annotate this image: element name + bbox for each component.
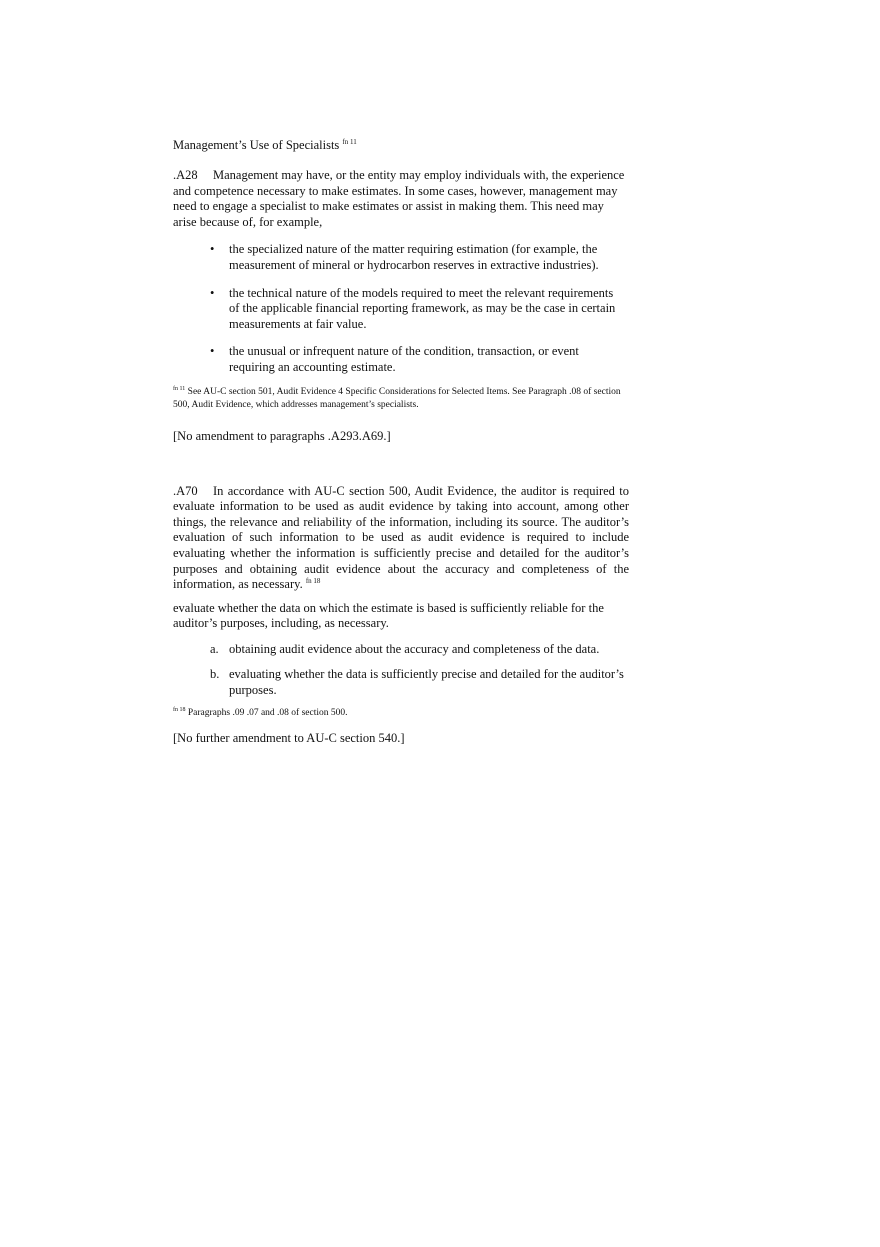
- list-item: [173, 344, 629, 375]
- paragraph-text: Management may have, or the entity may employ individuals with, the experience and competence necessary to make estimates. In some cases, however, management may need to engage a specialist to make estimates or assist in making them. This need may arise because of, for example,: [173, 168, 625, 229]
- bullet-mark: •: [210, 285, 215, 300]
- list-item: [173, 286, 629, 333]
- list-item: [173, 642, 629, 658]
- bullet-list: [173, 242, 629, 375]
- footnote-text: Paragraphs .09 .07 and .08 of section 500.: [187, 707, 348, 718]
- bullet-mark: •: [210, 242, 215, 257]
- amendment-note: [No further amendment to AU-C section 540.]: [173, 730, 405, 745]
- list-item: [173, 242, 629, 273]
- paragraph-a28: [173, 168, 629, 230]
- bullet-mark: •: [210, 344, 215, 359]
- footnote: [173, 707, 629, 720]
- document-page: [173, 136, 629, 746]
- footnote-mark: fn 11: [173, 385, 186, 392]
- paragraph-text: In accordance with AU-C section 500, Audit Evidence, the auditor is required to evaluate information to be used as audit evidence by taking into account, among other things, the relevance and reliability of the information, including its source. The auditor’s evaluation of such information to be used as audit evidence is required to include evaluating whether the information is sufficiently precise and detailed for the auditor’s purposes and obtaining audit evidence about the accuracy and completeness of the information, as necessary.: [173, 483, 629, 592]
- list-item-text: the technical nature of the models required to meet the relevant requirements of the applicable financial reporting framework, as may be the case in certain measurements at fair value.: [229, 285, 616, 331]
- deleted-text: evaluate whether the data on which the estimate is based is sufficiently reliable for the auditor’s purposes, including, as necessary.: [173, 600, 604, 631]
- list-item: [173, 667, 629, 698]
- footnote-text: See AU-C section 501, Audit Evidence 4 Specific Considerations for Selected Items. See Paragraph .08 of section 500, Audit Evidence, which addresses management’s specialists.: [173, 386, 621, 410]
- list-item-text: evaluating whether the data is sufficiently precise and detailed for the auditor’s purposes.: [229, 667, 624, 698]
- list-letter: b.: [210, 667, 220, 682]
- amendment-note: [No amendment to paragraphs .A293.A69.]: [173, 428, 391, 443]
- footnote-ref: fn 18: [305, 577, 321, 586]
- list-item-text: the unusual or infrequent nature of the condition, transaction, or event requiring an accounting estimate.: [229, 344, 579, 374]
- lettered-list: [173, 642, 629, 699]
- section-heading: [173, 136, 629, 154]
- list-item-text: the specialized nature of the matter requiring estimation (for example, the measurement of mineral or hydrocarbon reserves in extractive industries).: [229, 242, 599, 272]
- footnote: [173, 386, 629, 412]
- paragraph-number: .A70: [173, 483, 198, 498]
- list-item-text: obtaining audit evidence about the accuracy and completeness of the data.: [229, 641, 600, 656]
- paragraph-number: .A28: [173, 168, 198, 182]
- section-heading-text: Management’s Use of Specialists: [173, 138, 340, 152]
- footnote-mark: fn 18: [173, 706, 186, 713]
- footnote-ref: fn 11: [342, 138, 357, 146]
- list-letter: a.: [210, 641, 219, 656]
- paragraph-a70: [173, 484, 629, 593]
